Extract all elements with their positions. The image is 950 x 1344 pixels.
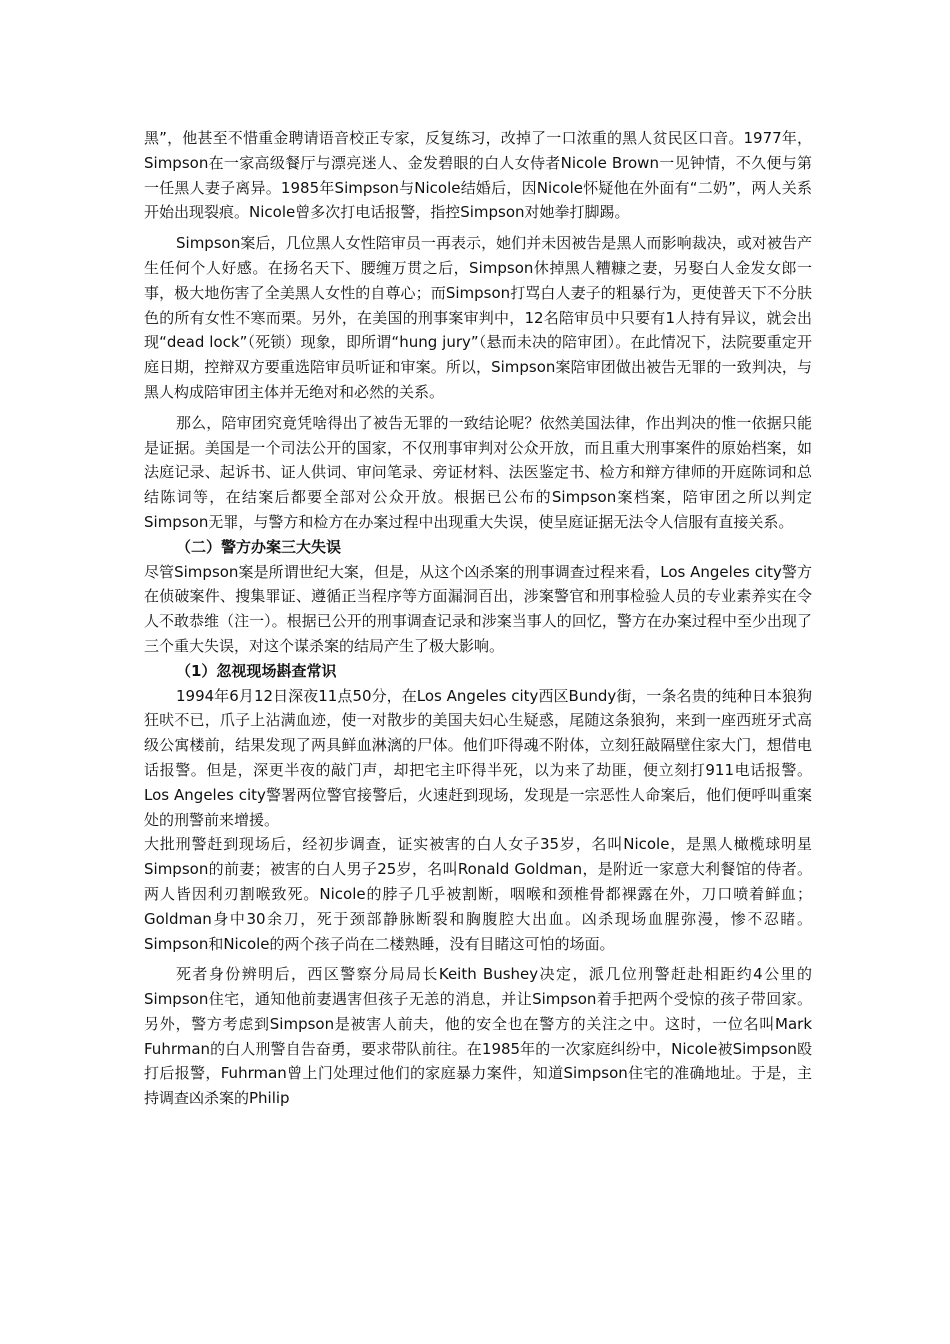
subsection-heading-crime-scene: （1）忽视现场斟查常识 [176,661,337,680]
paragraph-verdict-basis: 那么，陪审团究竟凭啥得出了被告无罪的一致结论呢？依然美国法律，作出判决的惟一依据只能是证据。美国是一个司法公开的国家，不仅刑事审判对公众开放，而且重大刑事案件的原始档案，如法庭记录、起诉书、证人供词、审问笔录、旁证材料、法医鉴定书、检方和辩方律师的开庭陈词和总结陈词等，在结案后都要全部对公众开放。根据已公布的Simpson案档案，陪审团之所以判定Simpson无罪，与警方和检方在办案过程中出现重大失误，使呈庭证据无法令人信服有直接关系。 [144,413,812,531]
section-heading-police-errors: （二）警方办案三大失误 [176,537,342,556]
paragraph-continuation: 黑”，他甚至不惜重金聘请语音校正专家，反复练习，改掉了一口浓重的黑人贫民区口音。1977年，Simpson在一家高级餐厅与漂亮迷人、金发碧眼的白人女侍者Nicole Brown一见钟情，不久便与第一任黑人妻子离异。1985年Simpson与Nicole结婚后，因Nicole怀疑他在外面有“二奶”，两人关系开始出现裂痕。Nicole曾多次打电话报警，指控Simpson对她拳打脚踢。 [144,129,812,222]
paragraph-discovery: 1994年6月12日深夜11点50分，在Los Angeles city西区Bundy街，一条名贵的纯种日本狼狗狂吠不已，爪子上沾满血迹，使一对散步的美国夫妇心生疑惑，尾随这条狼狗，来到一座西班牙式高级公寓楼前，结果发现了两具鲜血淋漓的尸体。他们吓得魂不附体，立刻狂敲隔壁住家大门，想借电话报警。但是，深更半夜的敲门声，却把宅主吓得半死，以为来了劫匪，便立刻打911电话报警。Los Angeles city警署两位警官接警后，火速赶到现场，发现是一宗恶性人命案后，他们便呼叫重案处的刑警前来增援。 [144,686,812,829]
paragraph-jury-women: Simpson案后，几位黑人女性陪审员一再表示，她们并未因被告是黑人而影响裁决，或对被告产生任何个人好感。在扬名天下、腰缠万贯之后，Simpson休掉黑人糟糠之妻，另娶白人金发女郎一事，极大地伤害了全美黑人女性的自尊心；而Simpson打骂白人妻子的粗暴行为，更使普天下不分肤色的所有女性不寒而栗。另外，在美国的刑事案审判中，12名陪审员中只要有1人持有异议，就会出现“dead lock”（死锁）现象，即所谓“hung jury”（悬而未决的陪审团）。在此情况下，法院要重定开庭日期，控辩双方要重选陪审员听证和审案。所以，Simpson案陪审团做出被告无罪的一致判决，与黑人构成陪审团主体并无绝对和必然的关系。 [144,234,812,401]
document-body [144,126,812,1111]
paragraph-fuhrman: 死者身份辨明后，西区警察分局局长Keith Bushey决定，派几位刑警赶赴相距约4公里的Simpson住宅，通知他前妻遇害但孩子无恙的消息，并让Simpson着手把两个受惊的孩子带回家。另外，警方考虑到Simpson是被害人前夫，他的安全也在警方的关注之中。这时，一位名叫Mark Fuhrman的白人刑警自告奋勇，要求带队前往。在1985年的一次家庭纠纷中，Nicole被Simpson殴打后报警，Fuhrman曾上门处理过他们的家庭暴力案件，知道Simpson住宅的准确地址。于是，主持调查凶杀案的Philip [144,965,812,1108]
paragraph-police-errors: 尽管Simpson案是所谓世纪大案，但是，从这个凶杀案的刑事调查过程来看，Los Angeles city警方在侦破案件、搜集罪证、遵循正当程序等方面漏洞百出，涉案警官和刑事检验人员的专业素养实在令人不敢恭维（注一）。根据已公开的刑事调查记录和涉案当事人的回忆，警方在办案过程中至少出现了三个重大失误，对这个谋杀案的结局产生了极大影响。 [144,562,812,655]
paragraph-victims: 大批刑警赶到现场后，经初步调查，证实被害的白人女子35岁，名叫Nicole，是黑人橄榄球明星Simpson的前妻；被害的白人男子25岁，名叫Ronald Goldman，是附近一家意大利餐馆的侍者。两人皆因利刃割喉致死。Nicole的脖子几乎被割断，咽喉和颈椎骨都裸露在外，刀口喷着鲜血；Goldman身中30余刀，死于颈部静脉断裂和胸腹腔大出血。凶杀现场血腥弥漫，惨不忍睹。Simpson和Nicole的两个孩子尚在二楼熟睡，没有目睹这可怕的场面。 [144,835,812,953]
